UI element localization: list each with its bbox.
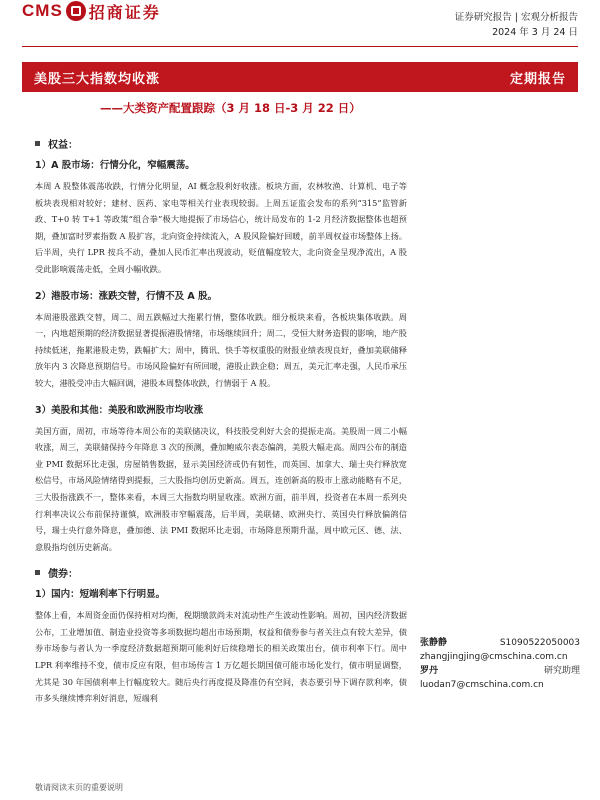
paragraph-a-share: 本周 A 股整体震荡收跌，行情分化明显，AI 概念股利好收涨。板块方面，农林牧渔、计算机、电子等板块表现相对较好；建材、医药、家电等相关行业表现较弱。上周五证监会发布的系列“315”监管新政、T+0 转 T+1 等政策“组合拳”极大地提振了市场信心，统计局发布的 1-2 月经济数据整体也超预期，叠加富时罗素指数 A 股扩容，北向资金持续流入，A 股风险偏好回暖，前半周权益市场整体上扬。后半周，央行 LPR 按兵不动，叠加人民币汇率出现波动，贬值幅度较大，北向资金呈现净流出，A 股受此影响震荡走低，全周小幅收跌。: [35, 181, 407, 274]
section-bond: 债券：: [35, 565, 407, 580]
section-equity: 权益：: [35, 136, 407, 151]
bullet-square-icon: [35, 570, 40, 575]
subheading-hk: 2）港股市场：涨跌交替，行情不及 A 股。: [35, 290, 218, 302]
logo: [22, 0, 161, 22]
logo-mark-icon: [66, 1, 86, 21]
analyst-email[interactable]: luodan7@cmschina.com.cn: [420, 680, 544, 690]
footer-note: 敬请阅读末页的重要说明: [35, 783, 123, 792]
report-title: 美股三大指数均收涨: [34, 71, 161, 87]
report-category: 证券研究报告 | 宏观分析报告: [454, 12, 578, 23]
paragraph-hk: 本周港股涨跌交替，周二、周五跌幅过大拖累行情，整体收跌。细分板块来看，各板块集体收跌。周一，内地超预期的经济数据显著提振港股情绪，市场继续回升；周二，受恒大财务造假的影响，地产股持续低迷，拖累港股走势，跌幅扩大；周中，腾讯、快手等权重股的财报业绩表现良好，叠加美联储释放年内 3 次降息预期信号。市场风险偏好有所回暖，港股止跌企稳；周五，美元汇率走强，人民币承压较大，港股受冲击大幅回调，港股本周整体收跌，行情弱于 A 股。: [35, 311, 407, 388]
title-banner: [22, 62, 578, 92]
logo-en: CMS: [22, 1, 63, 20]
paragraph-us: 美国方面，周初，市场等待本周公布的美联储决议，科技股受利好大会的提振走高。美股周一周二小幅收涨，周三，美联储保持今年降息 3 次的预测，叠加鲍威尔表态偏鸽，美股大幅走高。周四公布的制造业 PMI 数据环比走强，房屋销售数据，显示美国经济或仍有韧性，而英国、加拿大、瑞士央行释放宽松信号，市场风险情绪得到提振，三大股指均创历史新高。周五，连创新高的股市上涨动能略有不足，三大股指涨跌不一，整体来看，本周三大指数均明显收涨。欧洲方面，前半周，投资者在本周一系列央行利率决议公布前保持谨慎，欧洲股市窄幅震荡，后半周，美联储、欧洲央行、英国央行释放偏鸽信号，瑞士央行意外降息，叠加德、法 PMI 数据环比走弱，市场降息预期升温，周中欧元区、德、法、意股指均创历史新高。: [35, 425, 407, 552]
report-date: 2024 年 3 月 24 日: [492, 27, 578, 38]
main-content: [35, 136, 407, 717]
report-subtitle: ——大类资产配置跟踪（3 月 18 日-3 月 22 日）: [100, 101, 361, 115]
report-type-tag: 定期报告: [509, 71, 566, 87]
analyst-id: S1090522050003: [499, 638, 580, 648]
analyst-email[interactable]: zhangjingjing@cmschina.com.cn: [420, 652, 568, 662]
analyst-name: 罗丹: [420, 666, 439, 676]
logo-cn: 招商证券: [88, 2, 161, 22]
subheading-us: 3）美股和其他：美股和欧洲股市均收涨: [35, 404, 204, 416]
analyst-name: 张静静: [420, 638, 448, 648]
analyst-info: [420, 636, 580, 692]
subheading-a-share: 1）A 股市场：行情分化，窄幅震荡。: [35, 160, 195, 171]
report-meta: [455, 10, 578, 40]
subheading-domestic-bond: 1）国内：短端利率下行明显。: [35, 589, 166, 601]
analyst-role: 研究助理: [543, 666, 580, 676]
bullet-square-icon: [35, 141, 40, 146]
header-divider: [22, 46, 578, 47]
paragraph-domestic-bond: 整体上看，本周资金面仍保持相对均衡，税期缴款尚未对流动性产生波动性影响。周初，国内经济数据公布，工业增加值、制造业投资等多项数据均超出市场预期，权益和债券参与者关注点有较大差异，债券市场参与者认为一季度经济数据超预期可能利好后续稳增长的相关政策出台，债市利率下行。周中 LPR 利率维持不变，债市反应有限，但市场传言 1 万亿超长期国债可能市场化发行，债市明显调整，尤其是 30 年国债利率上行幅度较大。随后央行再度提及降准仍有空间，表态要引导下调存款利率，债市多头继续博弈利好消息，短端利: [35, 610, 407, 704]
